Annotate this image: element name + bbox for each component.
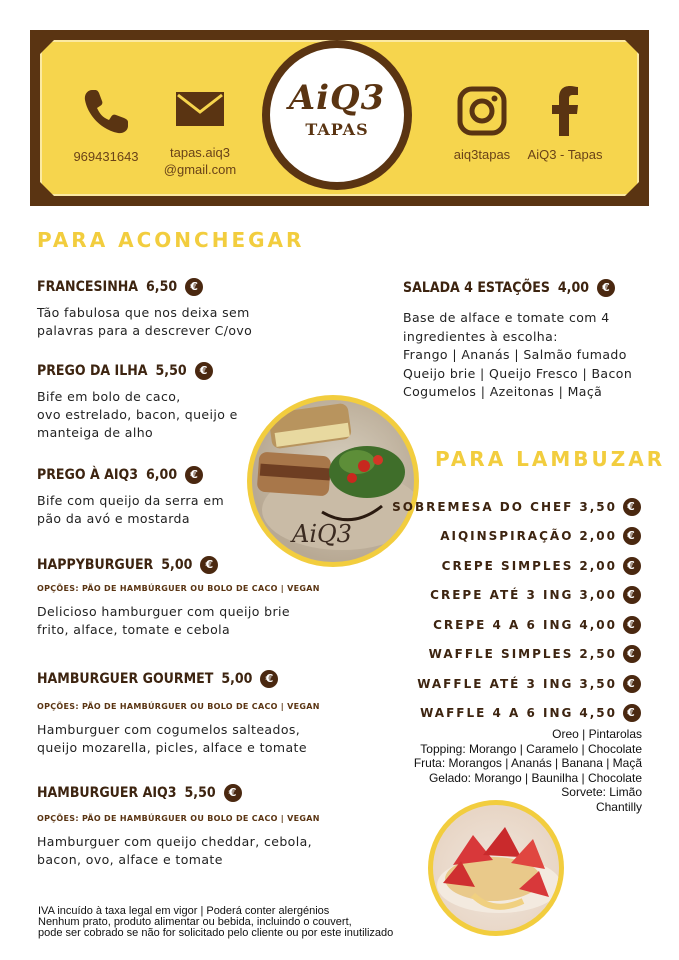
item-name: PREGO À AIQ3	[37, 467, 138, 483]
facebook-icon	[550, 86, 580, 136]
euro-icon: €	[185, 466, 203, 484]
instagram-contact[interactable]	[442, 86, 522, 163]
food-photo-crepe	[428, 800, 564, 936]
item-name: HAPPYBURGUER	[37, 557, 154, 573]
euro-icon: €	[623, 675, 641, 693]
facebook-contact[interactable]	[522, 86, 608, 163]
dessert-price: 2,50	[579, 647, 617, 662]
item-name: HAMBURGUER AIQ3	[37, 785, 177, 801]
item-options: OPÇÕES: PÃO DE HAMBÚRGUER OU BOLO DE CACO | VEGAN	[37, 702, 320, 711]
item-name: PREGO DA ILHA	[37, 363, 148, 379]
instagram-icon	[457, 86, 507, 136]
item-name: HAMBURGUER GOURMET	[37, 671, 214, 687]
phone-icon	[80, 86, 132, 138]
footer-line: IVA incuído à taxa legal em vigor | Poderá conter alergénios	[38, 905, 330, 917]
euro-icon: €	[623, 645, 641, 663]
phone-contact[interactable]	[66, 86, 146, 165]
logo-disc	[270, 48, 404, 182]
desc-line: Tão fabulosa que nos deixa sem	[37, 305, 250, 320]
euro-icon: €	[224, 784, 242, 802]
desc-line: Bife em bolo de caco,	[37, 389, 181, 404]
dessert-price: 3,50	[579, 499, 617, 514]
dessert-price: 4,50	[579, 706, 617, 721]
item-description	[403, 309, 663, 402]
euro-icon: €	[185, 278, 203, 296]
item-title	[37, 556, 337, 574]
item-title	[37, 278, 337, 296]
legal-footer	[38, 906, 393, 939]
brand-logo	[262, 40, 412, 190]
corner-ornament	[623, 38, 641, 56]
extras-line: Fruta: Morangos | Ananás | Banana | Maçã	[413, 756, 642, 770]
footer-line: Nenhum prato, produto alimentar ou bebida, incluindo o couvert,	[38, 916, 352, 928]
crepe-illustration	[433, 805, 559, 931]
euro-icon: €	[623, 704, 641, 722]
item-price: 6,50	[146, 279, 178, 295]
dessert-list	[392, 492, 641, 728]
item-title	[37, 362, 337, 380]
item-description	[37, 603, 337, 639]
item-price: 5,50	[155, 363, 187, 379]
section-title-lambuzar: PARA LAMBUZAR	[435, 447, 666, 471]
dessert-price: 3,50	[579, 676, 617, 691]
desc-line: ingredientes à escolha:	[403, 328, 558, 344]
desc-line: pão da avó e mostarda	[37, 511, 190, 526]
list-item	[392, 551, 641, 581]
desc-line: Hamburguer com queijo cheddar, cebola,	[37, 834, 313, 849]
email-line-1: tapas.aiq3	[170, 145, 230, 160]
desc-line: frito, alface, tomate e cebola	[37, 622, 231, 637]
desc-line: ovo estrelado, bacon, queijo e	[37, 407, 238, 422]
item-options: OPÇÕES: PÃO DE HAMBÚRGUER OU BOLO DE CACO | VEGAN	[37, 814, 320, 823]
item-price: 4,00	[557, 280, 589, 296]
extras-line: Oreo | Pintarolas	[552, 727, 642, 741]
instagram-handle: aiq3tapas	[453, 147, 511, 162]
dessert-name: AIQINSPIRAÇÃO	[440, 529, 574, 544]
euro-icon: €	[623, 586, 641, 604]
photo-signature: AiQ3	[292, 520, 352, 548]
euro-icon: €	[623, 557, 641, 575]
menu-item-salada	[403, 279, 663, 402]
menu-item-hamburguer-aiq3	[37, 784, 337, 869]
extras-line: Topping: Morango | Caramelo | Chocolate	[420, 741, 642, 756]
item-price: 5,00	[221, 671, 253, 687]
mail-icon	[175, 90, 225, 130]
dessert-extras	[414, 727, 642, 814]
dessert-price: 2,00	[579, 558, 617, 573]
item-description	[37, 304, 337, 340]
dessert-name: CREPE 4 A 6 ING	[433, 617, 574, 632]
section-title-aconchegar: PARA ACONCHEGAR	[37, 228, 305, 252]
phone-number: 969431643	[73, 149, 139, 164]
euro-icon: €	[260, 670, 278, 688]
item-price: 5,00	[161, 557, 193, 573]
list-item	[392, 581, 641, 611]
euro-icon: €	[623, 498, 641, 516]
list-item	[392, 640, 641, 670]
corner-ornament	[623, 180, 641, 198]
dessert-name: WAFFLE 4 A 6 ING	[420, 706, 574, 721]
euro-icon: €	[623, 527, 641, 545]
desc-line: Hamburguer com cogumelos salteados,	[37, 722, 301, 737]
desc-line: manteiga de alho	[37, 425, 154, 440]
item-description	[37, 833, 337, 869]
menu-item-francesinha	[37, 278, 337, 340]
list-item	[392, 522, 641, 552]
menu-item-hamburguer-gourmet	[37, 670, 337, 757]
euro-icon: €	[597, 279, 615, 297]
extras-line: Sorvete: Limão	[561, 785, 642, 799]
item-description	[37, 721, 337, 757]
desc-line: Delicioso hamburguer com queijo brie	[37, 604, 291, 619]
logo-subtext: TAPAS	[305, 120, 369, 139]
desc-line: Base de alface e tomate com 4	[403, 310, 610, 325]
euro-icon: €	[623, 616, 641, 634]
list-item	[392, 610, 641, 640]
euro-icon: €	[195, 362, 213, 380]
euro-icon: €	[200, 556, 218, 574]
dessert-name: CREPE SIMPLES	[441, 558, 574, 573]
dessert-name: WAFFLE ATÉ 3 ING	[417, 676, 574, 691]
desc-line: Cogumelos | Azeitonas | Maçã	[403, 384, 603, 399]
desc-line: bacon, ovo, alface e tomate	[37, 852, 223, 867]
facebook-name: AiQ3 - Tapas	[527, 147, 603, 162]
corner-ornament	[38, 180, 56, 198]
desc-line: Bife com queijo da serra em	[37, 493, 225, 508]
dessert-price: 3,00	[579, 588, 617, 603]
desc-line: Queijo brie | Queijo Fresco | Bacon	[403, 365, 633, 381]
item-title	[403, 279, 663, 297]
footer-line: pode ser cobrado se não for solicitado pelo cliente ou por este inutilizado	[38, 927, 394, 939]
list-item	[392, 492, 641, 522]
desc-line: Frango | Ananás | Salmão fumado	[403, 347, 627, 362]
dessert-price: 4,00	[579, 617, 617, 632]
logo-text: AiQ3	[288, 78, 386, 118]
item-title	[37, 784, 337, 802]
menu-item-happyburguer	[37, 556, 337, 639]
list-item	[392, 669, 641, 699]
dessert-price: 2,00	[579, 529, 617, 544]
item-name: FRANCESINHA	[37, 279, 139, 295]
list-item	[392, 699, 641, 729]
item-title	[37, 670, 337, 688]
item-price: 5,50	[184, 785, 216, 801]
dessert-name: CREPE ATÉ 3 ING	[430, 588, 574, 603]
dessert-name: SOBREMESA DO CHEF	[392, 499, 574, 514]
corner-ornament	[38, 38, 56, 56]
item-name: SALADA 4 ESTAÇÕES	[403, 280, 550, 296]
item-price: 6,00	[146, 467, 178, 483]
item-options: OPÇÕES: PÃO DE HAMBÚRGUER OU BOLO DE CACO | VEGAN	[37, 584, 320, 593]
desc-line: queijo mozarella, picles, alface e tomate	[37, 740, 307, 755]
extras-line: Chantilly	[595, 799, 642, 814]
dessert-name: WAFFLE SIMPLES	[428, 647, 574, 662]
extras-line: Gelado: Morango | Baunilha | Chocolate	[428, 770, 642, 785]
email-contact[interactable]	[155, 90, 245, 178]
email-line-2: @gmail.com	[163, 162, 237, 177]
desc-line: palavras para a descrever C/ovo	[37, 323, 253, 338]
